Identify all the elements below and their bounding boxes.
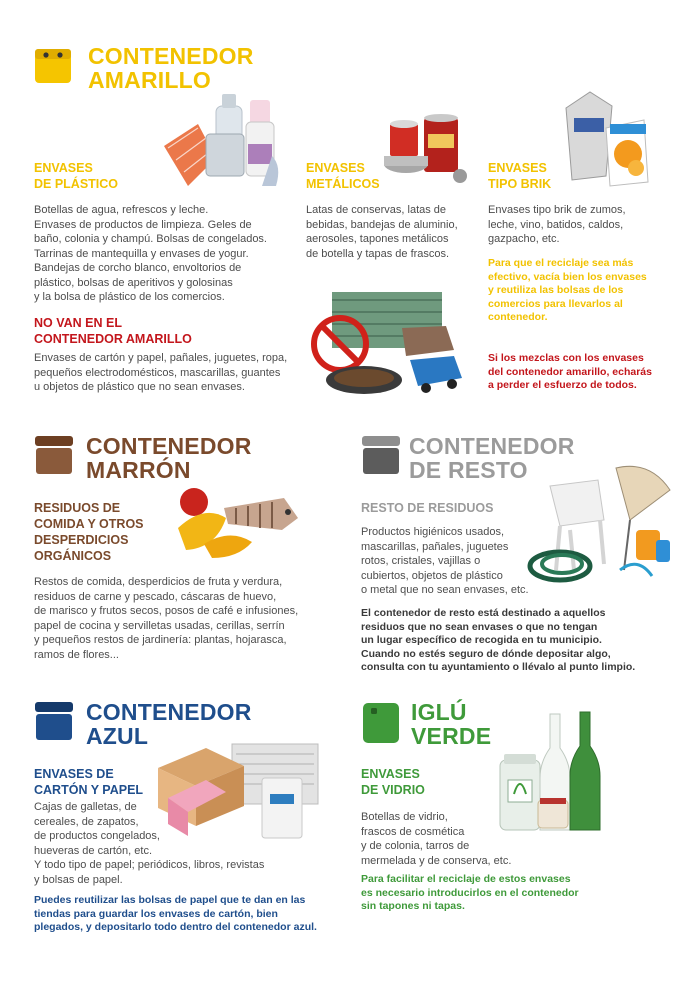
text-carton-papel: Cajas de galletas, de cereales, de zapatos, de productos congelados, hueveras de cartón, etc. Y todo tipo de papel; periódicos, libros, revistas y bolsas de papel. <box>34 801 265 886</box>
heading-envases-plastico: ENVASES DE PLÁSTICO <box>34 161 119 191</box>
cardboard-paper-illustration <box>146 740 324 844</box>
organic-waste-illustration <box>164 478 304 560</box>
rest-waste-illustration <box>520 460 680 590</box>
green-igloo-icon <box>361 701 401 745</box>
text-residuos-organicos: Restos de comida, desperdicios de fruta y verdura, residuos de carne y pescado, cáscaras de huevo, de marisco y frutos secos, posos de café e infusiones, papel de cocina y servilletas usadas, cerillas, serrín y pequeños restos de jardinería: plantas, hojarasca, ramos de flores... <box>34 576 299 661</box>
title-contenedor-resto: CONTENEDOR DE RESTO <box>409 433 575 483</box>
text-no-van-amarillo: Envases de cartón y papel, pañales, juguetes, ropa, pequeños electrodomésticos, mascarillas, guantes u objetos de plástico que no sean envases. <box>34 352 288 393</box>
text-envases-brik: Envases tipo brik de zumos, leche, vino, batidos, caldos, gazpacho, etc. <box>488 204 626 245</box>
not-allowed-items-illustration <box>306 288 471 404</box>
title-contenedor-marron: CONTENEDOR MARRÓN <box>86 433 252 483</box>
text-envases-vidrio: Botellas de vidrio, frascos de cosmética y de colonia, tarros de mermelada y de conserva, etc. <box>361 811 512 867</box>
text-envases-plastico: Botellas de agua, refrescos y leche. Envases de productos de limpieza. Geles de baño, colonia y champú. Bolsas de congelados. Tarrinas de mantequilla y envases de yogur. Bandejas de corcho blanco, envoltorios de plástico, bolsas de aperitivos y golosinas y la bolsa de plástico de los comercios. <box>34 204 267 303</box>
heading-envases-metalicos: ENVASES METÁLICOS <box>306 161 380 191</box>
note-iglu-verde: Para facilitar el reciclaje de estos envases es necesario introducirlos en el contenedor sin tapones ni tapas. <box>361 873 579 912</box>
brik-cartons-illustration <box>560 84 652 192</box>
yellow-bin-icon <box>34 48 72 84</box>
tip-reciclaje-amarillo: Para que el reciclaje sea más efectivo, vacía bien los envases y reutiliza las bolsas de los comercios para llevarlos al contenedor. <box>488 257 647 323</box>
heading-envases-brik: ENVASES TIPO BRIK <box>488 161 552 191</box>
blue-bin-icon <box>34 701 74 741</box>
heading-residuos-organicos: RESIDUOS DE COMIDA Y OTROS DESPERDICIOS ORGÁNICOS <box>34 501 144 563</box>
title-contenedor-azul: CONTENEDOR AZUL <box>86 699 252 749</box>
text-resto-residuos: Productos higiénicos usados, mascarillas, pañales, juguetes rotos, cristales, vajillas o cubiertos, objetos de plástico o metal que no sean envases, etc. <box>361 526 529 596</box>
title-iglu-verde: IGLÚ VERDE <box>411 699 492 749</box>
warning-mezcla: Si los mezclas con los envases del contenedor amarillo, echarás a perder el esfuerzo de todos. <box>488 352 652 391</box>
metal-cans-illustration <box>380 104 472 190</box>
title-contenedor-amarillo: CONTENEDOR AMARILLO <box>88 43 254 93</box>
plastic-containers-illustration <box>158 86 288 194</box>
glass-bottles-illustration <box>498 708 618 834</box>
heading-carton-papel: ENVASES DE CARTÓN Y PAPEL <box>34 767 144 797</box>
heading-resto-residuos: RESTO DE RESIDUOS <box>361 501 494 515</box>
text-envases-metalicos: Latas de conservas, latas de bebidas, bandejas de aluminio, aerosoles, tapones metálicos de botella y tapas de frascos. <box>306 204 458 260</box>
grey-bin-icon <box>361 435 401 475</box>
heading-envases-vidrio: ENVASES DE VIDRIO <box>361 767 425 797</box>
note-contenedor-resto: El contenedor de resto está destinado a aquellos residuos que no sean envases o que no tengan un lugar específico de recogida en tu municipio. Cuando no estés seguro de dónde depositar algo, consulta con tu ayuntamiento o llévalo al punto limpio. <box>361 607 636 673</box>
heading-no-van-amarillo: NO VAN EN EL CONTENEDOR AMARILLO <box>34 316 192 346</box>
brown-bin-icon <box>34 435 74 475</box>
note-contenedor-azul: Puedes reutilizar las bolsas de papel que te dan en las tiendas para guardar los envases de cartón, bien plegados, y depositarlo todo dentro del contenedor azul. <box>34 894 317 933</box>
